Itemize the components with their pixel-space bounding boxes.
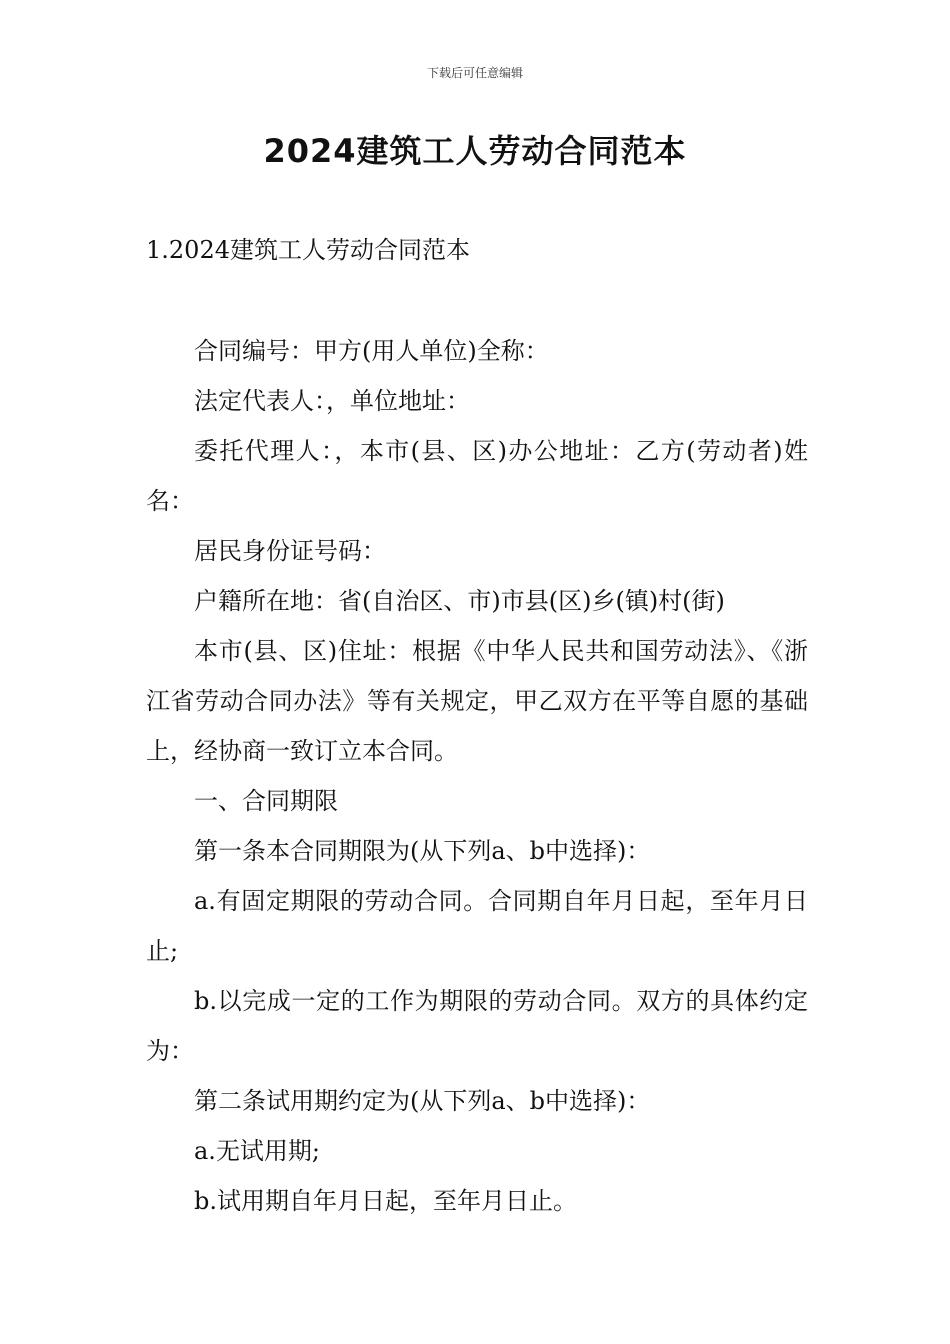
paragraph-option-1a: a.有固定期限的劳动合同。合同期自年月日起，至年月日止; [146, 887, 808, 965]
header-note: 下载后可任意编辑 [426, 66, 523, 80]
paragraph-option-2a: a.无试用期; [194, 1137, 321, 1165]
paragraph-article-2: 第二条试用期约定为(从下列a、b中选择)： [194, 1087, 651, 1115]
document-body [146, 326, 808, 1226]
document-title: 2024建筑工人劳动合同范本 [263, 132, 687, 170]
paragraph-address-basis: 本市(县、区)住址：根据《中华人民共和国劳动法》、《浙江省劳动合同办法》等有关规定，甲乙双方在平等自愿的基础上，经协商一致订立本合同。 [146, 637, 808, 765]
paragraph-legal-rep: 法定代表人：，单位地址： [194, 387, 470, 415]
paragraph-household: 户籍所在地：省(自治区、市)市县(区)乡(镇)村(街) [194, 587, 725, 615]
paragraph-id-number: 居民身份证号码： [194, 537, 386, 565]
paragraph-article-1: 第一条本合同期限为(从下列a、b中选择)： [194, 837, 651, 865]
paragraph-option-1b: b.以完成一定的工作为期限的劳动合同。双方的具体约定为： [146, 987, 808, 1065]
paragraph-option-2b: b.试用期自年月日起，至年月日止。 [194, 1187, 577, 1215]
paragraph-chapter-term: 一、合同期限 [194, 787, 338, 815]
paragraph-contract-number: 合同编号：甲方(用人单位)全称： [194, 337, 549, 365]
paragraph-agent: 委托代理人：，本市(县、区)办公地址：乙方(劳动者)姓名： [146, 437, 808, 515]
section-heading: 1.2024建筑工人劳动合同范本 [146, 236, 470, 264]
